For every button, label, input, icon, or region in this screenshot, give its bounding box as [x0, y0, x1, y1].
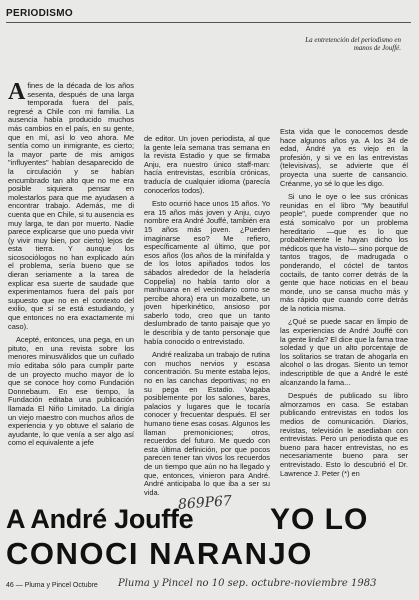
drop-cap: A	[8, 79, 26, 105]
headline-subject: A André Jouffe	[6, 504, 194, 534]
handwritten-number: 869P67	[177, 493, 233, 513]
paragraph: Esta vida que le conocemos desde hace algunos años ya. A los 34 de edad, André ya es viejo en la profesión, y si ve en las entrevistas (televisivas), se advierte que él proyecta una suerte de cansancio. Créanme, yo sé lo que les digo.	[280, 127, 408, 188]
paragraph: Esto ocurrió hace unos 15 años. Yo era 15 años más joven y Anju, cuyo nombre era André Jouffé, también era 15 años más joven. ¿Pueden imaginarse eso? Me refiero, específicamente al último, que por esos años (los años de la minifalda y de los lotos apiñados todos los sábados alrededor de la heladería Coppelia) no había tanto olor a marihuana en el vecindario como se percibe ahora) era un mozalbete, un joven hiperkinético, ansioso por saberlo todo, creo que un tanto deslumbrado de tanto paisaje que yo le describía y de tanto personaje que había conocido o entrevistado.	[144, 199, 270, 346]
paragraph: Acepté, entonces, una pega, en un pituto, en una revista sobre los menores minusválidos que un cuñado mío editaba sólo para cumplir parte de un proyecto mucho mayor de lo que se conoce hoy como Fundación Donnebaum. En ese tiempo, la Fundación editaba una publicación llamada El Niño Limitado. La dirigía un viejo maestro con muchos años de experiencia y yo obtuve el salario de ayudante, lo que venía a ser algo así como el equivalente a jefe	[8, 335, 134, 448]
article-column-1	[8, 79, 134, 453]
paragraph: Después de publicado su libro almorzamos en casa. Se estaban publicando entrevistas en todos los medios de comunicación. Diarios, revistas, televisión le asediaban con entrevistas. Pero un periodista que es bueno para hacer entrevistas, no es necesariamente bueno para ser entrevistado. Esto lo descubrió el Dr. Lawrence J. Peter (*) en	[280, 391, 408, 478]
paragraph	[8, 79, 134, 331]
paragraph-text: fines de la década de los años sesenta, después de una larga temporada fuera del país, regresé a Chile con mi familia. La ausencia había producido muchos más cambios en el país, en su gente, que en mí, así lo veo ahora. Me sentía como un inmigrante, es cierto; la mayor parte de mis amigos "influyentes" habían desaparecido de la circulación y se habían encumbrado tan alto que no me era posible siquiera pensar en molestarlos para que me ayudasen a encontrar trabajo. Además, me di cuenta que en Chile, si tu ausencia es muy larga, te dan por muerto. Nadie parece explicarse que uno pueda vivir (y vivir muy bien, por cierto) lejos de esta tierra. Y aunque los sicosociólogos no han explicado aún el problema, sería bueno que se dieran seriamente a la tarea de explicar esa suerte de saudade que experimentamos fuera del país por supuesto que no en el contexto del exilio, que sí se está estudiando, y que entonces no era exactamente mi caso).	[8, 81, 134, 331]
page-footer: 46 — Pluma y Pincel Octubre	[6, 582, 98, 589]
photo-caption: La entretención del periodismo en manos de Jouffé.	[305, 36, 401, 52]
article-column-3	[280, 128, 408, 483]
paragraph: André realizaba un trabajo de rutina con muchos nervios y escasa concentración. Su mente estaba lejos, no en las canchas deportivas; no en su pega en Estadio. Vagaba posiblemente por los salones, bares, palacios y lugares que le tocaría conocer y frecuentar después. El ser humano tiene esas cosas. Algunos les llaman premoniciones; otros, recuerdos del futuro. Me quedo con esta última definición, por que pocos parecen tener tan vivos los recuerdos de un tiempo que aún no ha llegado y que, entonces, vinieron para André. André anticipaba lo que iba a ser su vida.	[144, 350, 270, 497]
headline-title-top: YO LO	[270, 503, 369, 536]
paragraph: Si uno le oye o lee sus crónicas reunidas en el libro "My beautiful people", puede comprender que no está somicalvo por un problema hereditario —que es lo que probablemente le hayan dicho los médicos que ha visto— sino porque de tantos tragos, de madrugada o ponderando, el cóctel de tantos coctails, de tanto correr detrás de la gente que hace noticias en el beau monde, uno se cansa mucho más y más rápido que cuando corre detrás de la noticia misma.	[280, 192, 408, 313]
paragraph: de editor. Un joven periodista, al que la gente leía semana tras semana en la revista Estadio y que se firmaba Anju, era nuestro único staff-man: hacía entrevistas, escribía crónicas, traducía de cualquier idioma (parecía conocerlos todos).	[144, 134, 270, 195]
top-rule	[6, 22, 411, 23]
section-tag: PERIODISMO	[6, 8, 73, 19]
article-column-2	[144, 135, 270, 502]
headline-title-bottom: CONOCI NARANJO	[6, 536, 313, 571]
handwritten-annotation: Pluma y Pincel no 10 sep. octubre-noviembre 1983	[118, 578, 377, 589]
paragraph: ¿Qué se puede sacar en limpio de las experiencias de André Jouffé con la gente linda? El dice que la fama trae soledad y que un alto porcentaje de los solitarios se tratan de ahogarla en alcohol o las drogas. Siento un temor indescriptible de que a André le esté alcanzando la fama...	[280, 317, 408, 387]
